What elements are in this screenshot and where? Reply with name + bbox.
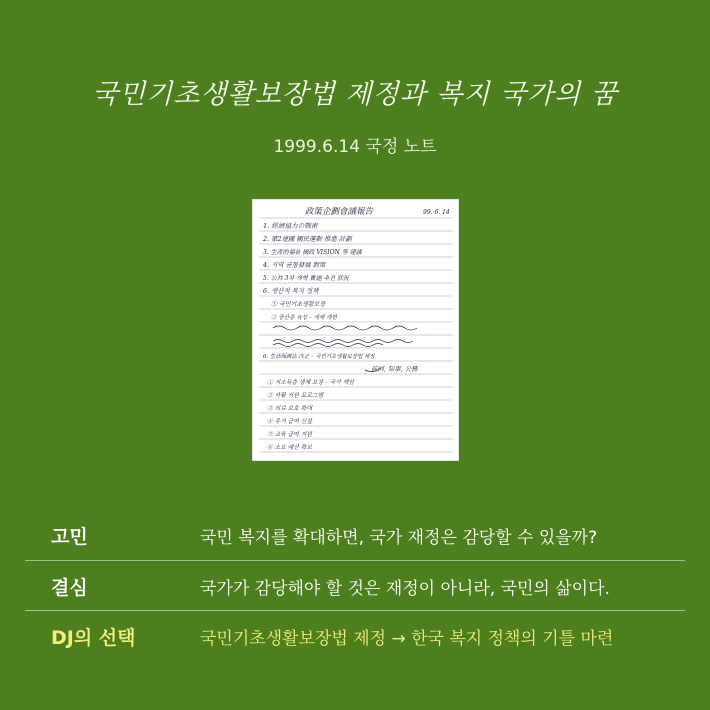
row-worry — [25, 513, 685, 557]
note-line-10: ① 저소득층 생계 보장 – 국가 책임 — [267, 380, 354, 386]
note-line-5: 5. 公共 3차 개혁 實施 추진 狀況 — [263, 275, 349, 282]
note-line-15: ⑥ 소요 예산 확보 — [267, 445, 312, 451]
note-line-14: ⑤ 교육 급여 지원 — [267, 432, 312, 438]
handwritten-note-image — [252, 199, 459, 461]
row-resolve-label: 결심 — [51, 576, 88, 599]
note-line-7: ① 국민기초생활보장 — [271, 301, 326, 308]
row-choice-text: 국민기초생활보장법 제정 → 한국 복지 정책의 기틀 마련 — [200, 628, 614, 649]
note-line-9: 6. 生活保護法 改正 – 국민기초생활보장법 제정 — [263, 354, 375, 360]
row-resolve — [25, 564, 685, 608]
divider — [25, 610, 685, 611]
note-line-4: 4. 지역 균형發展 對策 — [263, 261, 326, 269]
row-worry-text: 국민 복지를 확대하면, 국가 재정은 감당할 수 있을까? — [200, 527, 598, 548]
row-choice-label: DJ의 선택 — [51, 626, 136, 649]
note-line-12: ③ 의료 보호 확대 — [267, 406, 312, 412]
row-worry-label: 고민 — [51, 525, 88, 548]
row-resolve-text: 국가가 감당해야 할 것은 재정이 아니라, 국민의 삶이다. — [200, 578, 610, 599]
divider — [25, 560, 685, 561]
note-line-6: 6. 생산적 복지 정책 — [263, 287, 319, 295]
note-line-8: ② 중산층 육성 – 세제 개편 — [271, 315, 337, 321]
note-line-2: 2. 第2建國 國民運動 推進 計劃 — [263, 235, 352, 243]
page-title: 국민기초생활보장법 제정과 복지 국가의 꿈 — [92, 79, 618, 110]
note-line-11: ② 자활 지원 프로그램 — [267, 393, 324, 399]
page-subtitle: 1999.6.14 국정 노트 — [273, 137, 437, 157]
row-choice — [25, 614, 685, 658]
note-line-3: 3. 生產的福祉 國政 VISION 等 建議 — [263, 249, 362, 256]
note-date: 99. 6. 14 — [423, 209, 450, 216]
note-line-1: 1. 經濟協力の戰術 — [263, 222, 318, 230]
note-line-13: ④ 주거 급여 신설 — [267, 419, 312, 425]
note-heading: 政策企劃會議報告 — [305, 207, 374, 217]
note-signature: 前回, 知事, 公務 — [371, 365, 418, 373]
